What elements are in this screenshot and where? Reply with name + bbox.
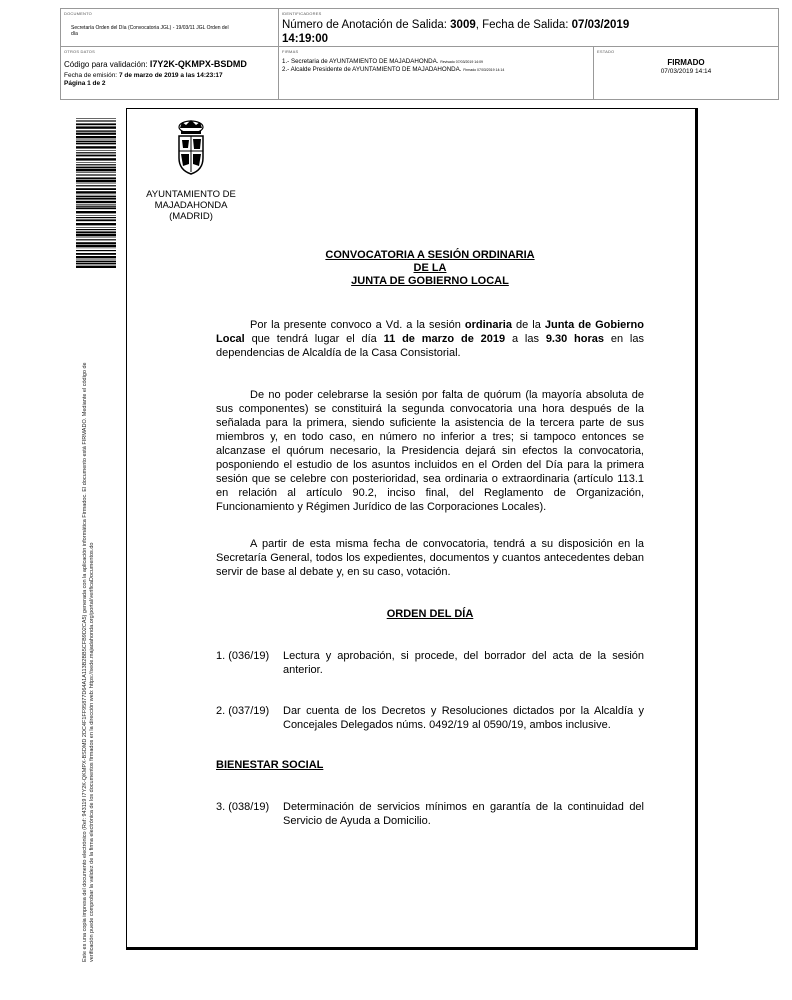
letterhead-line-3: (MADRID) [169, 211, 213, 222]
p1-bold-ordinaria: ordinaria [464, 319, 512, 331]
firma-2-text: 2.- Alcalde Presidente de AYUNTAMIENTO DE MAJADAHONDA. [282, 66, 462, 73]
p1-bold-junta: Junta de Gobierno Local [216, 319, 644, 345]
salida-num: 3009 [450, 19, 476, 31]
firma-1-text: 1.- Secretaria de AYUNTAMIENTO DE MAJADAHONDA. [282, 58, 439, 65]
verification-sidetext [82, 297, 96, 962]
pagina: Página 1 de 2 [64, 80, 106, 87]
paragraph-convocatoria [216, 318, 644, 360]
agenda-item [216, 649, 644, 677]
codigo-validacion [64, 60, 247, 69]
fecha-prefix: , Fecha de Salida: [475, 19, 569, 31]
fecha-val: 07/03/2019 [571, 19, 630, 31]
title-line-3: JUNTA DE GOBIERNO LOCAL [351, 275, 509, 287]
otros-label: OTROS DATOS [64, 49, 95, 54]
agenda-item-text: Determinación de servicios mínimos en garantía de la continuidad del Servicio de Ayuda a Domicilio. [283, 801, 644, 827]
letterhead-text [130, 189, 252, 222]
agenda-item [216, 800, 644, 828]
agenda-item-text: Dar cuenta de los Decretos y Resoluciones dictados por la Alcaldía y Concejales Delegados núms. 0492/19 al 0590/19, ambos inclusive. [283, 705, 644, 731]
p1-text-c: de la [511, 319, 545, 331]
firma-1-date: Revisado 07/03/2019 14:09 [440, 60, 483, 64]
firmas-label: FIRMAS [282, 49, 299, 54]
coat-of-arms-logo [172, 118, 210, 186]
p1-bold-fecha: 11 de marzo de 2019 [383, 333, 506, 345]
firma-1 [282, 58, 483, 66]
documento-cell [61, 9, 279, 47]
identificadores-cell [279, 9, 778, 47]
firmas-cell [279, 47, 594, 99]
title-line-1: CONVOCATORIA A SESIÓN ORDINARIA [325, 249, 535, 261]
verification-line-1: Este es una copia impresa del documento electrónico (Ref: 943119 I7Y2K-QKMPX-BSDMD 2DC4F1FF95877D64A1A113B2BB5CFB9D2CA5) generada con la aplicación informática Firmadoc. El documento está FIRMADO. Mediante el código de [82, 362, 88, 962]
hora-val: 14:19:00 [282, 33, 329, 45]
section-heading: BIENESTAR SOCIAL [216, 759, 324, 771]
orden-del-dia-heading: ORDEN DEL DÍA [386, 608, 474, 620]
documento-label: DOCUMENTO [64, 11, 92, 16]
documento-text: Secretaría Orden del Día (Convocatoria JGL) - 19/03/11 JGL Orden del día [71, 25, 229, 37]
estado-label: ESTADO [597, 49, 615, 54]
document-title [216, 249, 644, 288]
agenda-item-number: 1. (036/19) [216, 650, 270, 662]
identificadores-label: IDENTIFICADORES [282, 11, 322, 16]
salida-info [282, 18, 762, 46]
agenda-item [216, 704, 644, 732]
codigo-prefix: Código para validación: [64, 60, 148, 69]
agenda-item-text: Lectura y aprobación, si procede, del borrador del acta de la sesión anterior. [283, 650, 644, 676]
letterhead-line-1: AYUNTAMIENTO DE [146, 189, 236, 200]
p1-text-i: en las dependencias de Alcaldía de la Casa Consistorial. [216, 333, 644, 359]
codigo-val: I7Y2K-QKMPX-BSDMD [149, 59, 247, 69]
emision-prefix: Fecha de emisión: [64, 72, 118, 79]
agenda-item-number: 3. (038/19) [216, 801, 270, 813]
estado-cell [594, 47, 778, 99]
firma-2 [282, 66, 504, 74]
title-line-2: DE LA [413, 262, 447, 274]
document-header [60, 8, 779, 100]
estado-val: FIRMADO [667, 58, 705, 67]
p1-text-g: a las [505, 333, 546, 345]
p1-text-e: que tendrá lugar el día [244, 333, 384, 345]
agenda-item-number: 2. (037/19) [216, 705, 270, 717]
p1-text-a: Por la presente convoco a Vd. a la sesión [250, 319, 465, 331]
emision-val: 7 de marzo de 2019 a las 14:23:17 [118, 72, 223, 79]
paragraph-disposicion: A partir de esta misma fecha de convocatoria, tendrá a su disposición en la Secretaría General, todos los expedientes, documentos y cuantos antecedentes deban servir de base al debate y, en su caso, votación. [216, 538, 644, 578]
salida-prefix: Número de Anotación de Salida: [282, 19, 447, 31]
barcode [76, 118, 116, 268]
paragraph-quorum: De no poder celebrarse la sesión por falta de quórum (la mayoría absoluta de sus componentes) se constituirá la segunda convocatoria una hora después de la señalada para la primera, siendo suficiente la asistencia de la tercera parte de sus miembros y, en todo caso, en número no inferior a tres; si tampoco entonces se alcanzase el quórum necesario, la Presidencia dejará sin efectos la convocatoria, posponiendo el estudio de los asuntos incluidos en el Orden del Día para la primera sesión que se celebre con posterioridad, sea ordinaria o extraordinaria (artículo 113.1 en relación al artículo 90.2, inciso final, del Reglamento de Organización, Funcionamiento y Régimen Jurídico de las Corporaciones Locales). [216, 389, 644, 513]
emision [64, 72, 223, 88]
estado-fecha: 07/03/2019 14:14 [660, 68, 712, 75]
firma-2-date: Firmado 07/03/2019 14:14 [463, 68, 505, 72]
verification-line-2: verificación puede comprobar la validez de la firma electrónica de los documentos firmados en la dirección web: https://sede.majadahonda.org/portal/verificaDocumentos.do [89, 542, 95, 962]
p1-bold-hora: 9.30 horas [545, 333, 605, 345]
otros-datos-cell [61, 47, 279, 99]
letterhead-line-2: MAJADAHONDA [154, 200, 228, 211]
